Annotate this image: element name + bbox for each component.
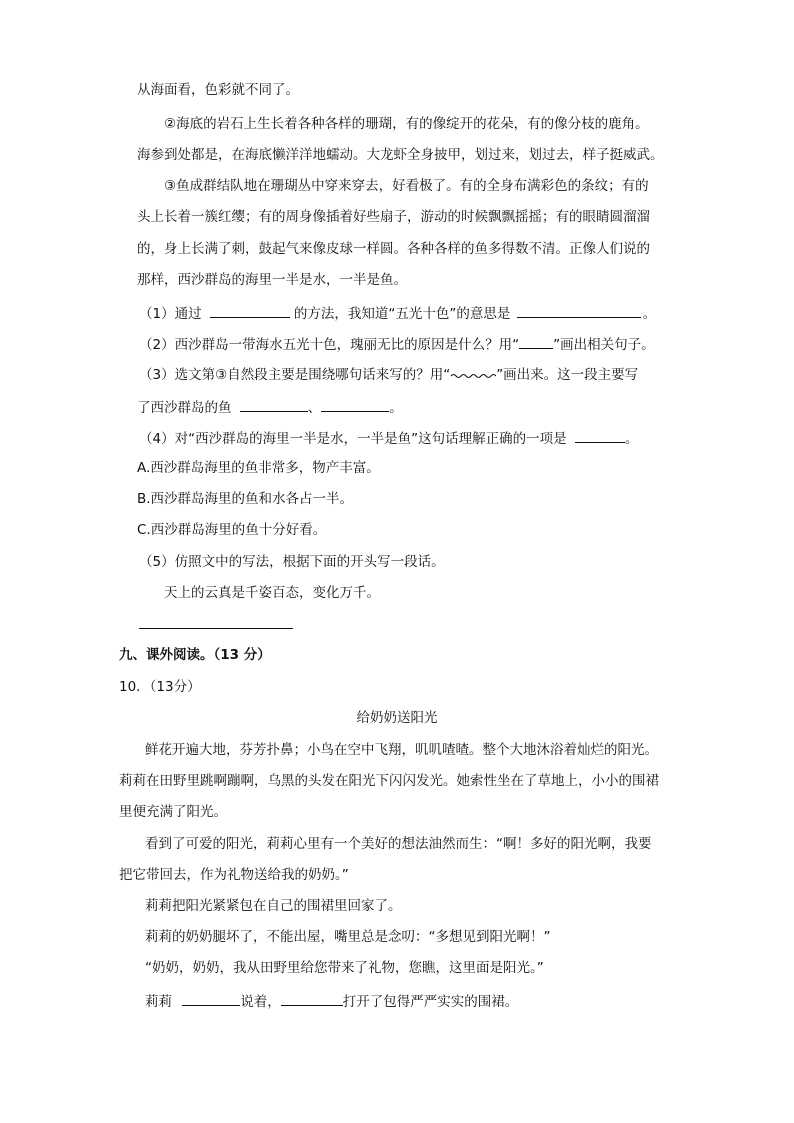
question-4-text-a: （4）对“西沙群岛的海里一半是水，一半是鱼”这句话理解正确的一项是 [139, 431, 567, 447]
answer-blank[interactable] [210, 303, 290, 318]
question-3-text-a: （3）选文第③自然段主要是围绕哪句话来写的？用“ [139, 367, 451, 383]
paragraph-2-line-2: 海参到处都是，在海底懒洋洋地蠕动。大龙虾全身披甲，划过来，划过去，样子挺威武。 [137, 147, 664, 163]
answer-blank[interactable] [321, 397, 389, 412]
question-3-text-e: 。 [389, 400, 403, 416]
answer-line[interactable] [139, 628, 293, 629]
question-3-continued [137, 397, 403, 417]
option-b: B.西沙群岛海里的鱼和水各占一半。 [137, 491, 354, 507]
answer-blank[interactable] [281, 991, 343, 1006]
wavy-line-icon [450, 367, 496, 379]
story-paragraph-2-line-2: 把它带回去，作为礼物送给我的奶奶。” [119, 867, 349, 883]
question-2-text-a: （2）西沙群岛一带海水五光十色，瑰丽无比的原因是什么？用“ [139, 337, 520, 353]
question-1-text-b: 的方法，我知道“五光十色”的意思是 [293, 306, 511, 322]
story-paragraph-6 [145, 991, 518, 1011]
story-paragraph-3: 莉莉把阳光紧紧包在自己的围裙里回家了。 [145, 898, 402, 914]
question-4 [139, 428, 638, 448]
question-3-text-d: 、 [307, 400, 322, 416]
question-4-text-b: 。 [624, 431, 639, 447]
question-1 [139, 303, 656, 323]
story-paragraph-6-text-c: 打开了包得严严实实的围裙。 [342, 994, 519, 1010]
question-3 [139, 366, 638, 384]
story-paragraph-6-text-b: 说着， [240, 994, 281, 1010]
paragraph-3-line-3: 的，身上长满了刺，鼓起气来像皮球一样圆。各种各样的鱼多得数不清。正像人们说的 [137, 241, 650, 257]
paragraph-3-line-1: ③鱼成群结队地在珊瑚丛中穿来穿去，好看极了。有的全身布满彩色的条纹；有的 [164, 178, 649, 194]
question-5: （5）仿照文中的写法，根据下面的开头写一段话。 [139, 554, 445, 570]
question-10-label: 10．（13分） [119, 679, 201, 695]
story-paragraph-1-line-1: 鲜花开遍大地，芬芳扑鼻；小鸟在空中飞翔，叽叽喳喳。整个大地沐浴着灿烂的阳光。 [145, 742, 658, 758]
answer-blank[interactable] [575, 428, 625, 443]
question-1-text-c: 。 [642, 306, 657, 322]
question-3-text-c: 了西沙群岛的鱼 [137, 400, 232, 416]
section-heading: 九、课外阅读。（13 分） [119, 647, 271, 663]
answer-blank[interactable] [240, 397, 308, 412]
question-1-text-a: （1）通过 [139, 306, 202, 322]
underline-sample [519, 334, 553, 349]
option-a: A.西沙群岛海里的鱼非常多，物产丰富。 [137, 460, 380, 476]
story-paragraph-5: “奶奶，奶奶，我从田野里给您带来了礼物，您瞧，这里面是阳光。” [145, 960, 544, 976]
answer-blank[interactable] [182, 991, 240, 1006]
story-paragraph-1-line-3: 里便充满了阳光。 [119, 804, 227, 820]
answer-blank[interactable] [517, 303, 641, 318]
story-paragraph-2-line-1: 看到了可爱的阳光，莉莉心里有一个美好的想法油然而生：“啊！多好的阳光啊，我要 [145, 836, 652, 852]
story-paragraph-6-text-a: 莉莉 [145, 994, 172, 1010]
story-paragraph-4: 莉莉的奶奶腿坏了，不能出屋，嘴里总是念叨：“多想见到阳光啊！” [145, 929, 551, 945]
question-3-text-b: ”画出来。这一段主要写 [496, 367, 639, 383]
question-5-prompt: 天上的云真是千姿百态，变化万千。 [164, 585, 380, 601]
question-2-text-b: ”画出相关句子。 [553, 337, 655, 353]
story-paragraph-1-line-2: 莉莉在田野里跳啊蹦啊，乌黑的头发在阳光下闪闪发光。她索性坐在了草地上，小小的围裙 [119, 773, 659, 789]
paragraph-3-line-2: 头上长着一簇红缨；有的周身像插着好些扇子，游动的时候飘飘摇摇；有的眼睛圆溜溜 [137, 209, 650, 225]
question-2 [139, 334, 655, 354]
option-c: C.西沙群岛海里的鱼十分好看。 [137, 522, 327, 538]
story-title: 给奶奶送阳光 [356, 710, 438, 726]
paragraph-3-line-4: 那样，西沙群岛的海里一半是水，一半是鱼。 [137, 272, 407, 288]
paragraph-2-line-1: ②海底的岩石上生长着各种各样的珊瑚，有的像绽开的花朵，有的像分枝的鹿角。 [164, 116, 649, 132]
passage-line: 从海面看，色彩就不同了。 [137, 82, 299, 98]
